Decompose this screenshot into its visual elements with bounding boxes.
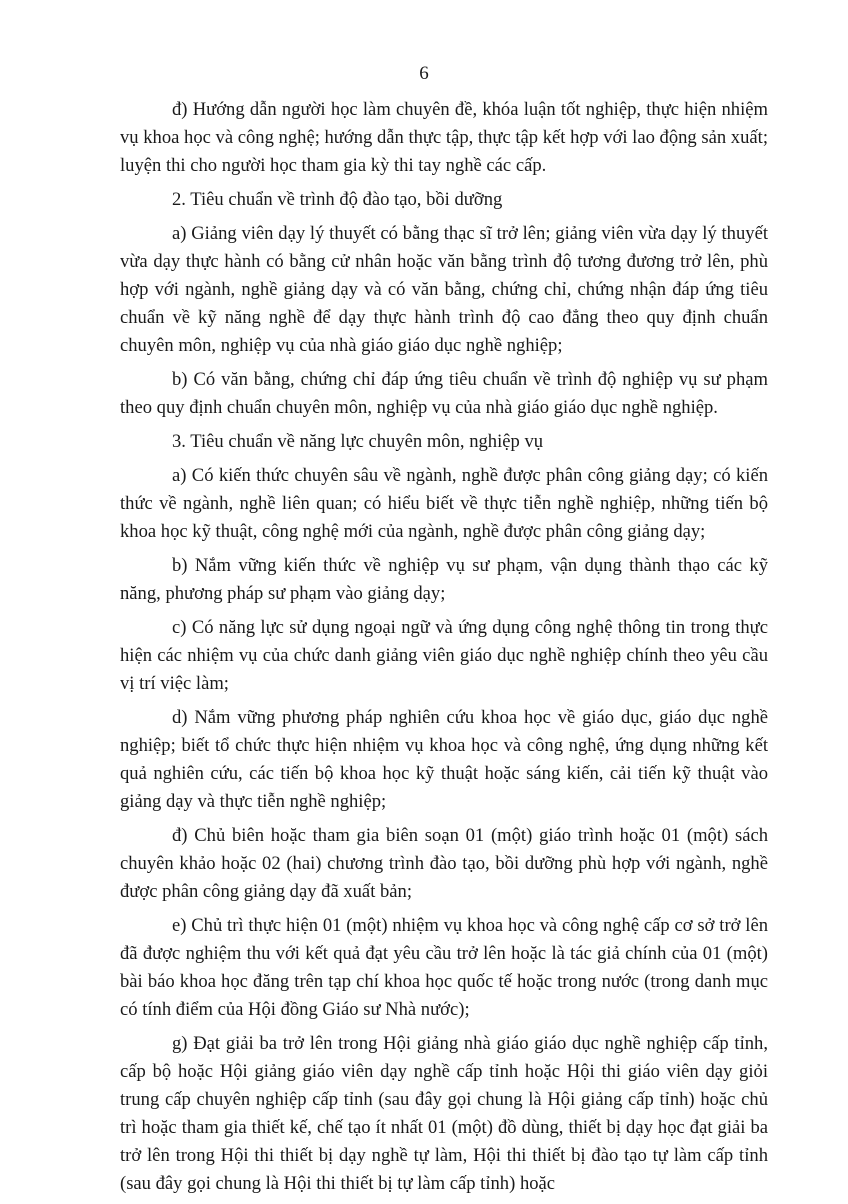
section-heading-3: 3. Tiêu chuẩn về năng lực chuyên môn, nghiệp vụ xyxy=(172,431,544,452)
paragraph-3a: a) Có kiến thức chuyên sâu về ngành, nghề được phân công giảng dạy; có kiến thức về ngành, nghề liên quan; có hiểu biết về thực tiễn nghề nghiệp, những tiến bộ khoa học kỹ thuật, công nghệ mới của ngành, nghề được phân công giảng dạy; xyxy=(120,465,768,542)
paragraph-3c: c) Có năng lực sử dụng ngoại ngữ và ứng dụng công nghệ thông tin trong thực hiện các nhiệm vụ của chức danh giảng viên giáo dục nghề nghiệp chính theo yêu cầu vị trí việc làm; xyxy=(120,617,768,694)
document-body xyxy=(120,96,768,1204)
paragraph-2b: b) Có văn bằng, chứng chỉ đáp ứng tiêu chuẩn về trình độ nghiệp vụ sư phạm theo quy định chuẩn chuyên môn, nghiệp vụ của nhà giáo giáo dục nghề nghiệp. xyxy=(120,369,768,418)
paragraph-3g: g) Đạt giải ba trở lên trong Hội giảng nhà giáo giáo dục nghề nghiệp cấp tỉnh, cấp bộ hoặc Hội giảng giáo viên dạy nghề cấp tỉnh hoặc Hội thi giáo viên dạy giỏi trung cấp chuyên nghiệp cấp tỉnh (sau đây gọi chung là Hội giảng cấp tỉnh) hoặc chủ trì hoặc tham gia thiết kế, chế tạo ít nhất 01 (một) đồ dùng, thiết bị dạy học đạt giải ba trở lên trong Hội thi thiết bị dạy nghề tự làm, Hội thi thiết bị đào tạo tự làm cấp tỉnh (sau đây gọi chung là Hội thi thiết bị tự làm cấp tỉnh) hoặc xyxy=(120,1033,768,1194)
page-number: 6 xyxy=(419,63,429,84)
section-heading-2: 2. Tiêu chuẩn về trình độ đào tạo, bồi dưỡng xyxy=(172,189,503,210)
paragraph-3dd: đ) Chủ biên hoặc tham gia biên soạn 01 (một) giáo trình hoặc 01 (một) sách chuyên khảo hoặc 02 (hai) chương trình đào tạo, bồi dưỡng phù hợp với ngành, nghề được phân công giảng dạy đã xuất bản; xyxy=(120,825,768,902)
paragraph-2a: a) Giảng viên dạy lý thuyết có bằng thạc sĩ trở lên; giảng viên vừa dạy lý thuyết vừa dạy thực hành có bằng cử nhân hoặc văn bằng trình độ tương đương trở lên, phù hợp với ngành, nghề giảng dạy và có văn bằng, chứng chỉ, chứng nhận đáp ứng tiêu chuẩn về kỹ năng nghề để dạy thực hành trình độ cao đẳng theo quy định chuẩn chuyên môn, nghiệp vụ của nhà giáo giáo dục nghề nghiệp; xyxy=(120,223,768,356)
paragraph-d-huong-dan: đ) Hướng dẫn người học làm chuyên đề, khóa luận tốt nghiệp, thực hiện nhiệm vụ khoa học và công nghệ; hướng dẫn thực tập, thực tập kết hợp với lao động sản xuất; luyện thi cho người học tham gia kỳ thi tay nghề các cấp. xyxy=(120,99,768,176)
paragraph-3d: d) Nắm vững phương pháp nghiên cứu khoa học về giáo dục, giáo dục nghề nghiệp; biết tổ chức thực hiện nhiệm vụ khoa học và công nghệ, ứng dụng những kết quả nghiên cứu, các tiến bộ khoa học kỹ thuật hoặc sáng kiến, cải tiến kỹ thuật vào giảng dạy và thực tiễn nghề nghiệp; xyxy=(120,707,768,812)
paragraph-3e: e) Chủ trì thực hiện 01 (một) nhiệm vụ khoa học và công nghệ cấp cơ sở trở lên đã được nghiệm thu với kết quả đạt yêu cầu trở lên hoặc là tác giả chính của 01 (một) bài báo khoa học đăng trên tạp chí khoa học quốc tế hoặc trong nước (trong danh mục có tính điểm của Hội đồng Giáo sư Nhà nước); xyxy=(120,915,768,1020)
paragraph-3b: b) Nắm vững kiến thức về nghiệp vụ sư phạm, vận dụng thành thạo các kỹ năng, phương pháp sư phạm vào giảng dạy; xyxy=(120,555,768,604)
